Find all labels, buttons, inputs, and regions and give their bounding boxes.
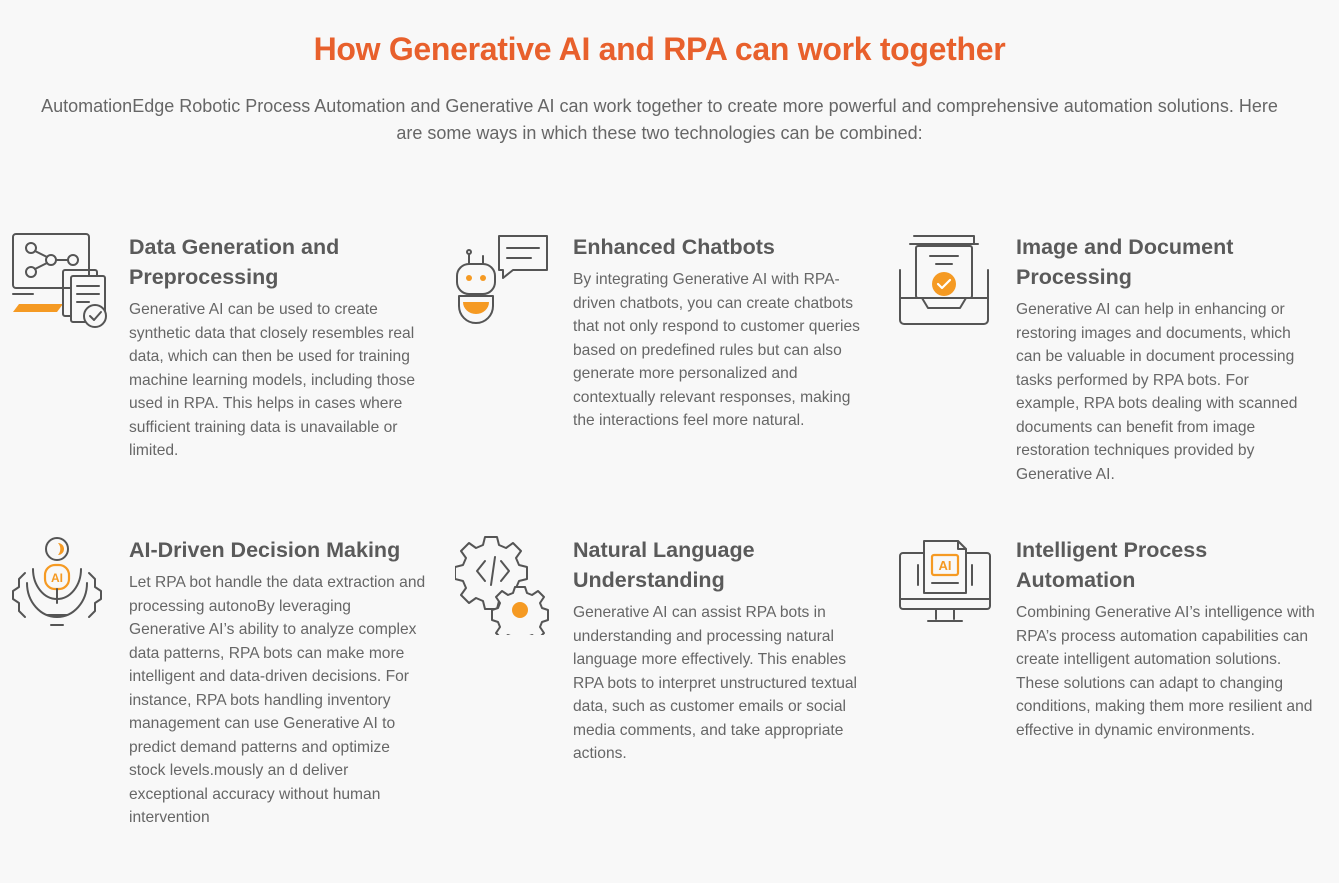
card-title: Data Generation and Preprocessing	[129, 235, 340, 289]
card-body: Generative AI can assist RPA bots in understanding and processing natural language more effectively. This enables RPA bots to interpret unstructured textual data, such as customer emails or social media comments, and take appropriate actions.	[573, 604, 858, 762]
card-title: Intelligent Process Automation	[1016, 538, 1208, 592]
chatbot-icon	[455, 232, 555, 332]
card-body: Generative AI can be used to create synthetic data that closely resembles real data, which can then be used for training machine learning models, including those used in RPA. This helps in cases where sufficient training data is unavailable or limited.	[129, 301, 416, 459]
card-body: Combining Generative AI’s intelligence with RPA’s process automation capabilities can create intelligent automation solutions. These solutions can adapt to changing conditions, making them more resilient and effective in dynamic environments.	[1016, 604, 1315, 739]
card-data-generation	[11, 232, 451, 552]
card-title: AI-Driven Decision Making	[129, 538, 401, 562]
document-tray-icon	[898, 232, 998, 332]
card-intelligent-process-automation	[898, 535, 1338, 855]
card-image-document-processing	[898, 232, 1338, 552]
card-ai-decision-making	[11, 535, 451, 855]
card-title: Image and Document Processing	[1016, 235, 1234, 289]
page-title: How Generative AI and RPA can work together	[313, 31, 1006, 68]
card-natural-language	[455, 535, 895, 855]
card-title: Natural Language Understanding	[573, 538, 755, 592]
ai-monitor-icon	[898, 535, 998, 635]
svg-text:AI: AI	[51, 571, 63, 585]
card-title: Enhanced Chatbots	[573, 235, 775, 259]
card-body: Generative AI can help in enhancing or restoring images and documents, which can be valuable in document processing tasks performed by RPA bots. For example, RPA bots dealing with scanned documents can benefit from image restoration techniques provided by Generative AI.	[1016, 301, 1298, 483]
ai-decision-gear-icon	[11, 535, 111, 635]
card-body: Let RPA bot handle the data extraction and processing autonoBy leveraging Generative AI’s ability to analyze complex data patterns, RPA bots can make more intelligent and data-driven decisions. For instance, RPA bots handling inventory management can use Generative AI to predict demand patterns and optimize stock levels.mously an d deliver exceptional accuracy without human intervention	[129, 574, 426, 826]
card-enhanced-chatbots	[455, 232, 895, 552]
intro-paragraph: AutomationEdge Robotic Process Automation and Generative AI can work together to create more powerful and comprehensive automation solutions. Here are some ways in which these two technologies can be combined:	[41, 96, 1278, 143]
card-body: By integrating Generative AI with RPA-driven chatbots, you can create chatbots that not only respond to customer queries based on predefined rules but can also generate more personalized and contextually relevant responses, making the interactions feel more natural.	[573, 271, 860, 429]
data-generation-icon	[11, 232, 111, 332]
code-gears-icon	[455, 535, 555, 635]
svg-text:AI: AI	[938, 558, 952, 573]
